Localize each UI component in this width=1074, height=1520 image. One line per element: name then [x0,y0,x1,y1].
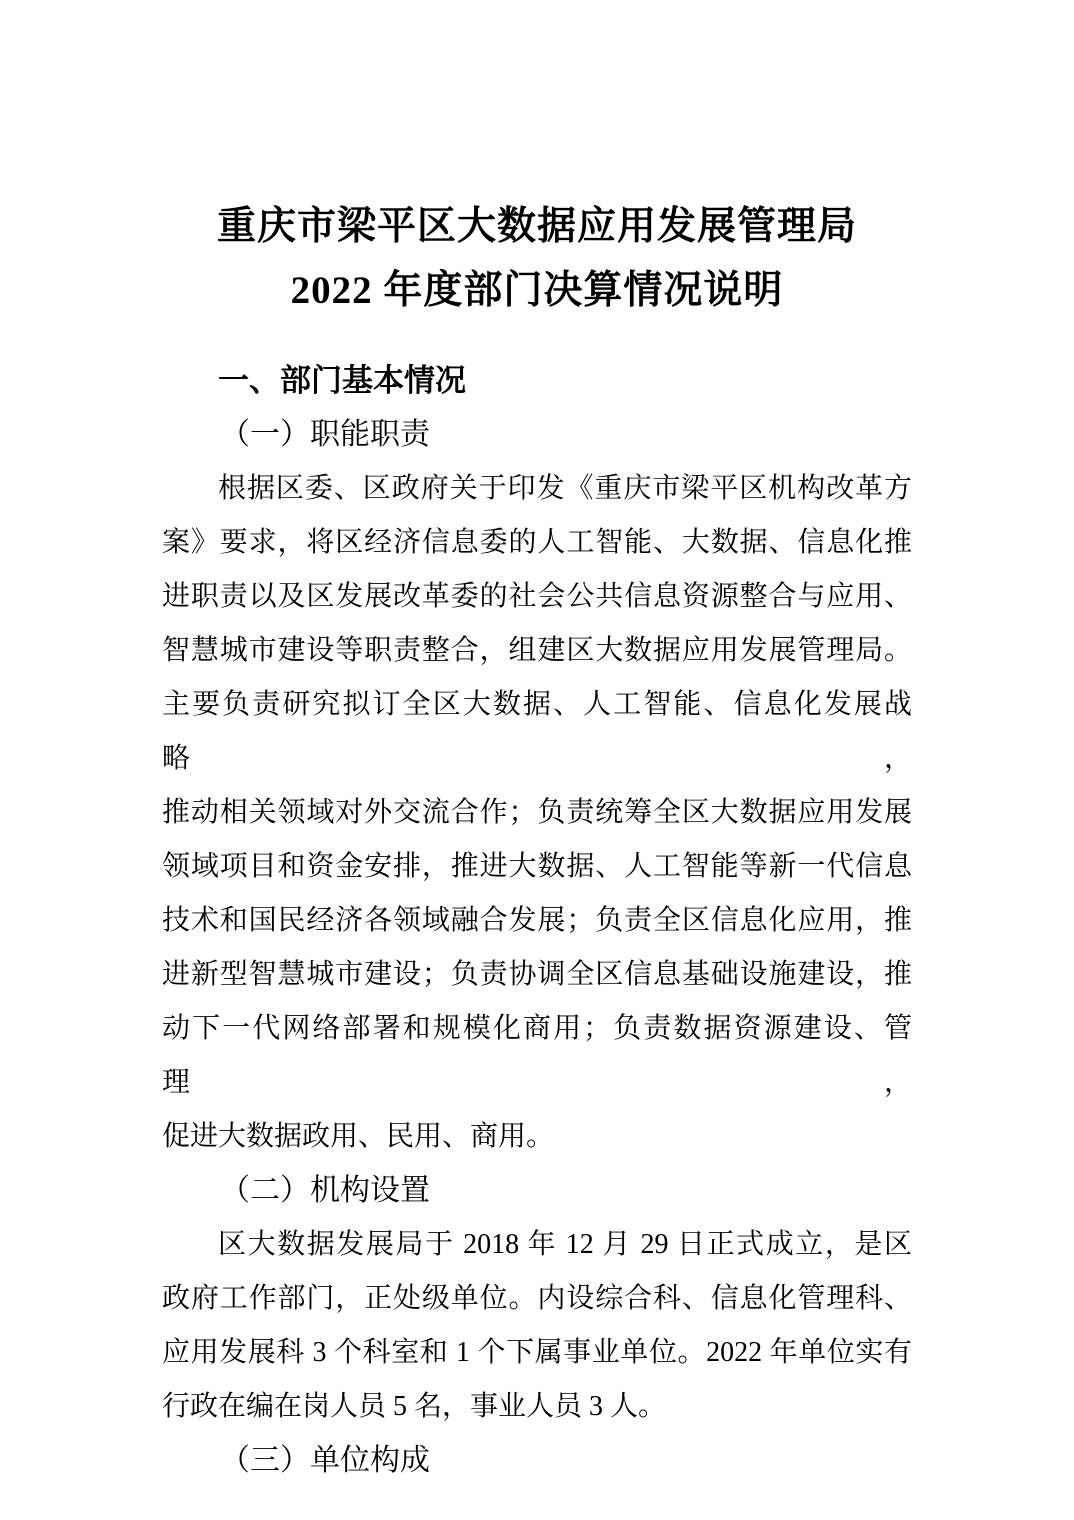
text-line: 行政在编在岗人员 5 名，事业人员 3 人。 [162,1391,667,1422]
paragraph [162,1218,912,1434]
text-line: 领域项目和资金安排，推进大数据、人工智能等新一代信息 [162,851,912,882]
text-line: 案》要求，将区经济信息委的人工智能、大数据、信息化推 [162,527,912,558]
text-line: 进职责以及区发展改革委的社会公共信息资源整合与应用、 [162,581,912,612]
subsection-heading: （三）单位构成 [220,1444,430,1477]
document-title-line-2: 2022 年度部门决算情况说明 [290,269,784,312]
document-body [162,354,912,1488]
section-heading: 一、部门基本情况 [218,363,466,398]
text-line: 智慧城市建设等职责整合，组建区大数据应用发展管理局。 [162,635,912,666]
text-line: 政府工作部门，正处级单位。内设综合科、信息化管理科、 [162,1283,912,1314]
text-line: 动下一代网络部署和规模化商用；负责数据资源建设、管理， [162,1013,912,1098]
text-line: 技术和国民经济各领域融合发展；负责全区信息化应用，推 [162,905,912,936]
subsection-heading: （一）职能职责 [220,418,430,451]
text-line: 推动相关领域对外交流合作；负责统筹全区大数据应用发展 [162,797,912,828]
text-line: 进新型智慧城市建设；负责协调全区信息基础设施建设，推 [162,959,912,990]
text-line: 区大数据发展局于 2018 年 12 月 29 日正式成立，是区 [218,1229,912,1260]
document-title [162,195,912,323]
text-line: 促进大数据政用、民用、商用。 [162,1121,555,1152]
paragraph [162,462,912,1164]
text-line: 应用发展科 3 个科室和 1 个下属事业单位。2022 年单位实有 [162,1337,912,1368]
document-title-line-1: 重庆市梁平区大数据应用发展管理局 [216,205,857,248]
subsection-heading: （二）机构设置 [220,1174,430,1207]
text-line: 根据区委、区政府关于印发《重庆市梁平区机构改革方 [218,473,912,504]
text-line: 主要负责研究拟订全区大数据、人工智能、信息化发展战略， [162,689,912,774]
